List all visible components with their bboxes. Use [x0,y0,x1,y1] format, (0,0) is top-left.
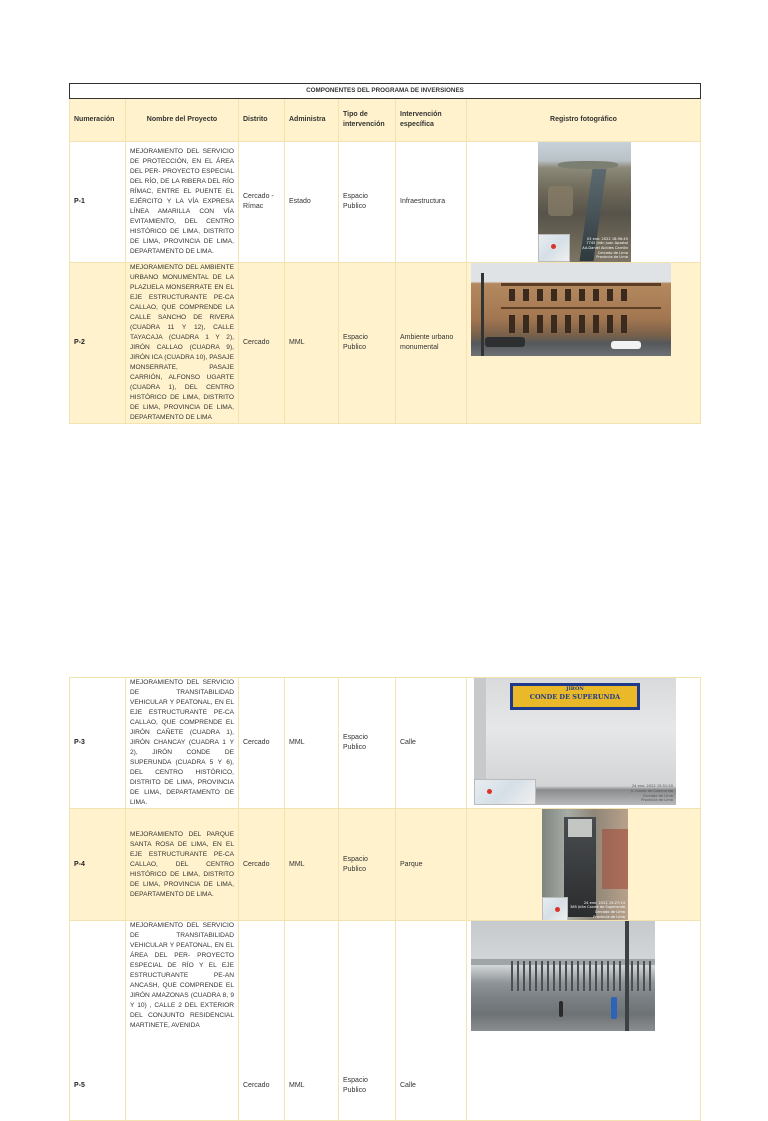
project-name: MEJORAMIENTO DEL SERVICIO DE TRANSITABILIDAD VEHICULAR Y PEATONAL, EN EL ÁREA DEL PER- PROYECTO ESPECIAL DE RÍO Y EL EJE ESTRUCTURANTE PE-AN ANCASH, QUE COMPRENDE EL JIRÓN AMAZONAS (CUADRA 8, 9 Y 10) , CALLE 2 DEL EXTERIOR DEL CONJUNTO RESIDENCIAL MARTINETE, AVENIDA [126,921,239,1121]
sign-line-1: JIRÓN [566,686,584,692]
admin-cell: MML [285,921,339,1121]
header-name: Nombre del Proyecto [126,99,239,142]
row-number: P-1 [70,142,126,263]
district-cell: Cercado [239,263,285,424]
row-number: P-2 [70,263,126,424]
table-row [70,809,701,921]
table-row [70,263,701,424]
admin-cell: Estado [285,142,339,263]
header-row [70,99,701,142]
specific-cell: Infraestructura [396,142,467,263]
project-name: MEJORAMIENTO DEL SERVICIO DE PROTECCIÓN, EN EL ÁREA DEL PER- PROYECTO ESPECIAL DEL RÍO, DE LA RIBERA DEL RÍO RÍMAC, ENTRE EL PUENTE EL EJÉRCITO Y LA VÍA EXPRESA LÍNEA AMARILLA CON VÍA EVITAMIENTO, DEL CENTRO HISTÓRICO DE LIMA, DISTRITO DE LIMA, PROVINCIA DE LIMA, DEPARTAMENTO DE LIMA. [126,142,239,263]
photo-cell [467,263,701,424]
type-cell: Espacio Publico [339,263,396,424]
investment-table-page-2 [69,677,701,1121]
district-cell: Cercado [239,678,285,809]
project-name: MEJORAMIENTO DEL AMBIENTE URBANO MONUMENTAL DE LA PLAZUELA MONSERRATE EN EL EJE ESTRUCTURANTE PE-CA CALLAO, QUE COMPRENDE LA CALLE SANCHO DE RIVERA (CUADRA 11 Y 12), CALLE TAYACAJA (CUADRA 1 Y 2), JIRÓN CALLAO (CUADRA 9), JIRÓN ICA (CUADRA 10), PASAJE MONSERRATE, PASAJE CARRIÓN, ALFONSO UGARTE (CUADRA 1), DEL CENTRO HISTÓRICO DE LIMA, DISTRITO DE LIMA, PROVINCIA DE LIMA, DEPARTAMENTO DE LIMA [126,263,239,424]
header-num: Numeración [70,99,126,142]
investment-table-page-1 [69,83,701,424]
district-cell: Cercado [239,921,285,1121]
type-cell: Espacio Publico [339,809,396,921]
photo-cell [467,678,701,809]
riverbank-photo [538,142,631,263]
project-name: MEJORAMIENTO DEL PARQUE SANTA ROSA DE LIMA, EN EL EJE ESTRUCTURANTE PE-CA CALLAO, DEL CENTRO HISTÓRICO DE LIMA, DISTRITO DE LIMA, PROVINCIA DE LIMA, DEPARTAMENTO DE LIMA. [126,809,239,921]
admin-cell: MML [285,809,339,921]
type-cell: Espacio Publico [339,142,396,263]
header-admin: Administra [285,99,339,142]
district-cell: Cercado - Rímac [239,142,285,263]
header-specific: Intervención específica [396,99,467,142]
street-sign-photo [474,678,676,805]
row-number: P-5 [70,921,126,1121]
photo-timestamp: 03 ene. 2022 18:56:45 7745 Jirón Juan Apostol AA.Daniel Alcides Carrión Cercado de Lima Provincia de Lima [582,236,628,260]
specific-cell: Calle [396,678,467,809]
sign-line-2: CONDE DE SUPERUNDA [529,693,621,701]
type-cell: Espacio Publico [339,678,396,809]
admin-cell: MML [285,678,339,809]
specific-cell: Ambiente urbano monumental [396,263,467,424]
table-title: COMPONENTES DEL PROGRAMA DE INVERSIONES [70,84,701,99]
project-name: MEJORAMIENTO DEL SERVICIO DE TRANSITABILIDAD VEHICULAR Y PEATONAL, EN EL EJE ESTRUCTURANTE PE-CA CALLAO, QUE COMPRENDE EL JIRÓN CAÑETE (CUADRA 1), JIRÓN CHANCAY (CUADRA 1 Y 2), JIRÓN CONDE DE SUPERUNDA (CUADRA 5 Y 6), DEL CENTRO HISTÓRICO, DISTRITO DE LIMA, PROVINCIA DE LIMA, DEPARTAMENTO DE LIMA. [126,678,239,809]
park-monument-photo [542,809,628,921]
header-district: Distrito [239,99,285,142]
row-number: P-4 [70,809,126,921]
elevated-road-photo [471,921,655,1031]
location-map-thumbnail [474,779,536,805]
photo-timestamp: 24 ene. 2022 15:27:14 365 Jirón Conde de Superunda Cercado de Lima Provincia de Lima [570,900,625,919]
district-cell: Cercado [239,809,285,921]
location-map-thumbnail [542,897,568,921]
location-map-thumbnail [538,234,570,262]
type-cell: Espacio Publico [339,921,396,1121]
photo-cell [467,921,701,1121]
photo-cell [467,142,701,263]
street-sign [510,683,640,710]
photo-cell [467,809,701,921]
table-row [70,142,701,263]
header-photo: Registro fotográfico [467,99,701,142]
colonial-building-photo [471,263,671,356]
row-number: P-3 [70,678,126,809]
specific-cell: Calle [396,921,467,1121]
photo-timestamp: 24 ene. 2022 15:51:20 Jr. Conde de Superunda Cercado de Lima Provincia de Lima [630,784,673,803]
table-row [70,678,701,809]
header-type: Tipo de intervención [339,99,396,142]
table-row [70,921,701,1121]
admin-cell: MML [285,263,339,424]
specific-cell: Parque [396,809,467,921]
